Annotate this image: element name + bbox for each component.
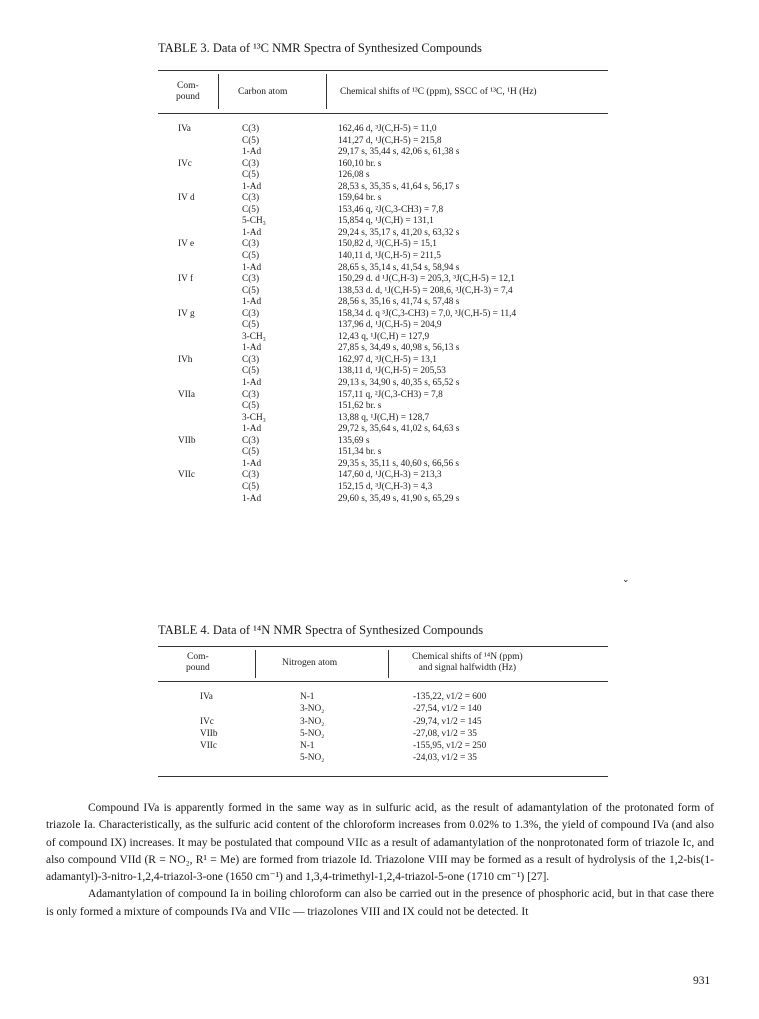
table4-col-nitrogen xyxy=(300,691,324,765)
table3-cell-carbon: C(5) xyxy=(242,285,260,296)
table3-cell-shift: 29,72 s, 35,64 s, 41,02 s, 64,63 s xyxy=(338,424,460,435)
table3-cell-shift: 137,96 d, ¹J(C,H-5) = 204,9 xyxy=(338,320,442,331)
table3-col-divider-2 xyxy=(326,74,327,109)
table3-cell-compound: IV d xyxy=(178,193,195,204)
table3-cell-shift: 138,11 d, ¹J(C,H-5) = 205,53 xyxy=(338,366,446,377)
table4-top-rule xyxy=(158,646,608,647)
table4-cell-nitrogen: 5-NO₂ xyxy=(300,753,325,764)
table3-cell-carbon: 3-CH₃ xyxy=(242,331,266,342)
table3-cell-compound xyxy=(178,332,196,344)
table3-cell-carbon: C(5) xyxy=(242,481,260,492)
table3-cell-carbon: 1-Ad xyxy=(242,424,262,435)
table3-cell-carbon: 5-CH₃ xyxy=(242,216,266,227)
table3-cell-compound xyxy=(178,205,196,217)
table4-header-shifts xyxy=(412,652,523,674)
table4-cell-nitrogen: N-1 xyxy=(300,692,315,702)
table3-cell-compound xyxy=(178,297,196,309)
table3-cell-carbon: 1-Ad xyxy=(242,147,262,158)
table4-cell-compound: IVc xyxy=(200,716,214,727)
table3-cell-shift: 135,69 s xyxy=(338,435,370,446)
table4-cell-shift: -29,74, ν1/2 = 145 xyxy=(413,716,482,727)
table3-cell-shift: 13,88 q, ¹J(C,H) = 128,7 xyxy=(338,412,430,423)
table3-header-compound-line2: pound xyxy=(176,92,200,102)
table3-cell-compound: IV f xyxy=(178,274,194,285)
table3-cell-carbon: C(3) xyxy=(242,239,260,250)
table3-cell-compound xyxy=(178,170,196,182)
table3-cell-carbon: 1-Ad xyxy=(242,343,262,354)
table3-cell-compound: VIIc xyxy=(178,470,196,481)
table3-cell-shift: 28,65 s, 35,14 s, 41,54 s, 58,94 s xyxy=(338,262,460,273)
table3-cell-shift: 15,854 q, ¹J(C,H) = 131,1 xyxy=(338,216,434,227)
table3-cell-carbon: C(3) xyxy=(242,274,260,285)
table3-cell-compound: IV e xyxy=(178,239,195,250)
table4-header-shifts-line1: Chemical shifts of ¹⁴N (ppm) xyxy=(412,652,523,662)
table3-top-rule xyxy=(158,70,608,71)
table3-cell-carbon: C(5) xyxy=(242,401,260,412)
table4-header-nitrogen: Nitrogen atom xyxy=(282,658,338,668)
table3-cell-shift: 29,13 s, 34,90 s, 40,35 s, 65,52 s xyxy=(338,378,460,389)
table3-cell-carbon: C(3) xyxy=(242,435,260,446)
table3-cell-shift: 126,08 s xyxy=(338,170,370,181)
table3-cell-compound: IV g xyxy=(178,308,195,319)
table3-cell-compound xyxy=(178,343,196,355)
table3-col-shifts xyxy=(338,124,516,505)
body-text xyxy=(46,800,714,921)
table3-cell-compound xyxy=(178,228,196,240)
table4-col-shifts xyxy=(413,691,486,765)
table3-cell-compound: VIIb xyxy=(178,435,196,446)
table3-cell-shift: 162,97 d, ³J(C,H-5) = 13,1 xyxy=(338,354,437,365)
table4-col-compound xyxy=(200,691,218,765)
table4-cell-nitrogen: 3-NO₂ xyxy=(300,716,325,727)
table3-cell-carbon: C(5) xyxy=(242,447,260,458)
table4-cell-compound xyxy=(200,752,218,764)
table3-cell-shift: 138,53 d. d, ¹J(C,H-5) = 208,6, ³J(C,H-3) = 7,4 xyxy=(338,285,513,296)
table3-cell-compound xyxy=(178,378,196,390)
table4-cell-nitrogen: N-1 xyxy=(300,741,315,752)
table3-cell-shift: 29,24 s, 35,17 s, 41,20 s, 63,32 s xyxy=(338,227,460,238)
table4-cell-shift: -24,03, ν1/2 = 35 xyxy=(413,753,477,764)
table3-cell-carbon: 3-CH₃ xyxy=(242,412,266,423)
table3-cell-compound: VIIa xyxy=(178,389,196,400)
table3-cell-shift: 29,60 s, 35,49 s, 41,90 s, 65,29 s xyxy=(338,493,460,504)
table3-cell-shift: 29,17 s, 35,44 s, 42,06 s, 61,38 s xyxy=(338,147,460,158)
table3-cell-carbon: 1-Ad xyxy=(242,262,262,273)
table3-cell-shift: 159,64 br. s xyxy=(338,193,382,204)
table3-header-compound-line1: Com- xyxy=(177,81,199,91)
table3-cell-compound xyxy=(178,413,196,425)
table3-cell-shift: 140,11 d, ¹J(C,H-5) = 211,5 xyxy=(338,251,441,262)
table3-cell-carbon: 1-Ad xyxy=(242,458,262,469)
paragraph-2: Adamantylation of compound Ia in boiling chloroform can also be carried out in the presence of phosphoric acid, but in that case there is only formed a mixture of compounds IVa and VIIc — triazolones VIII and IX could not be detected. It xyxy=(46,888,714,918)
table4-cell-nitrogen: 3-NO₂ xyxy=(300,704,325,715)
table4-caption: TABLE 4. Data of ¹⁴N NMR Spectra of Synthesized Compounds xyxy=(158,623,484,637)
table3-col-carbon xyxy=(242,124,266,505)
table3-cell-shift: 151,34 br. s xyxy=(338,447,382,458)
table4-cell-shift: -135,22, ν1/2 = 600 xyxy=(413,692,487,702)
table3-cell-carbon: 1-Ad xyxy=(242,297,262,308)
table3-cell-compound xyxy=(178,401,196,413)
table3-cell-compound xyxy=(178,263,196,275)
table4-header-compound-line1: Com- xyxy=(187,652,209,662)
table4-header-compound xyxy=(186,652,210,674)
table3-cell-compound xyxy=(178,482,196,494)
table3-cell-compound xyxy=(178,447,196,459)
table3-cell-shift: 28,53 s, 35,35 s, 41,64 s, 56,17 s xyxy=(338,181,460,192)
table3-cell-carbon: C(3) xyxy=(242,354,260,365)
table3-cell-carbon: C(5) xyxy=(242,251,260,262)
table3-cell-compound xyxy=(178,147,196,159)
table3-cell-compound xyxy=(178,320,196,332)
table4-cell-compound: IVa xyxy=(200,692,213,702)
table3-cell-shift: 147,60 d, ¹J(C,H-3) = 213,3 xyxy=(338,470,442,481)
table3-cell-carbon: C(3) xyxy=(242,389,260,400)
table4-cell-shift: -27,08, ν1/2 = 35 xyxy=(413,728,477,739)
table3-cell-carbon: C(5) xyxy=(242,366,260,377)
table4-cell-compound: VIIb xyxy=(200,728,218,739)
table3-cell-compound: IVa xyxy=(178,124,191,134)
table3-cell-carbon: C(3) xyxy=(242,470,260,481)
table3-cell-compound xyxy=(178,366,196,378)
table3-cell-shift: 153,46 q, ²J(C,3-CH3) = 7,8 xyxy=(338,204,444,215)
table3-cell-compound xyxy=(178,136,196,148)
table3-cell-compound xyxy=(178,286,196,298)
table3-cell-shift: 141,27 d, ¹J(C,H-5) = 215,8 xyxy=(338,135,442,146)
table3-cell-compound: IVc xyxy=(178,158,192,169)
table3-cell-carbon: 1-Ad xyxy=(242,378,262,389)
table4-col-divider-1 xyxy=(255,650,256,678)
table4-cell-shift: -155,95, ν1/2 = 250 xyxy=(413,741,487,752)
page-number: 931 xyxy=(693,975,711,987)
table3-caption: TABLE 3. Data of ¹³C NMR Spectra of Synthesized Compounds xyxy=(158,41,482,55)
table3-cell-compound: IVh xyxy=(178,354,193,365)
table3-cell-carbon: 1-Ad xyxy=(242,227,262,238)
table3-cell-compound xyxy=(178,216,196,228)
table3-cell-shift: 12,43 q, ¹J(C,H) = 127,9 xyxy=(338,331,430,342)
table3-cell-compound xyxy=(178,182,196,194)
paragraph-1: Compound IVa is apparently formed in the same way as in sulfuric acid, as the result of adamantylation of the protonated form of triazole Ia. Characteristically, as the sulfuric acid content of the chloroform increases from 0.02% to 1.3%, the yield of compound IVa (and also of compound IX) increases. It may be postulated that compound VIIc as a result of adamantylation of the nonprotonated form of triazole Ic, and also compound VIId (R = NO₂, R¹ = Me) are formed from triazole Id. Triazolone VIII may be formed as a result of hydrolysis of the 1,2-bis(1-adamantyl)-3-nitro-1,2,4-triazol-3-one (1650 cm⁻¹) and 1,3,4-trimethyl-1,2,4-triazol-5-one (1710 cm⁻¹) [27]. xyxy=(46,802,714,884)
table3-header-rule xyxy=(158,113,608,114)
table4-header-rule xyxy=(158,681,608,682)
table3-cell-shift: 160,10 br. s xyxy=(338,158,382,169)
table4-cell-shift: -27,54, ν1/2 = 140 xyxy=(413,704,482,715)
table4-col-divider-2 xyxy=(388,650,389,678)
table3-cell-carbon: C(5) xyxy=(242,320,260,331)
table3-col-compound xyxy=(178,124,196,505)
table3-cell-compound xyxy=(178,494,196,506)
table3-cell-shift: 150,82 d, ³J(C,H-5) = 15,1 xyxy=(338,239,437,250)
table3-cell-compound xyxy=(178,424,196,436)
table3-cell-shift: 162,46 d, ³J(C,H-5) = 11,0 xyxy=(338,124,437,134)
table3-cell-shift: 151,62 br. s xyxy=(338,401,382,412)
table3-cell-carbon: C(3) xyxy=(242,193,260,204)
table3-cell-shift: 158,34 d. q ³J(C,3-CH3) = 7,0, ³J(C,H-5) = 11,4 xyxy=(338,308,517,319)
table3-cell-shift: 27,85 s, 34,49 s, 40,98 s, 56,13 s xyxy=(338,343,460,354)
table3-cell-shift: 28,56 s, 35,16 s, 41,74 s, 57,48 s xyxy=(338,297,460,308)
table3-cell-carbon: 1-Ad xyxy=(242,493,262,504)
table3-cell-carbon: C(3) xyxy=(242,158,260,169)
table3-col-divider-1 xyxy=(218,74,219,109)
table3-cell-shift: 152,15 d, ³J(C,H-3) = 4,3 xyxy=(338,481,433,492)
table3-header-carbon: Carbon atom xyxy=(238,87,288,97)
table3-cell-carbon: C(5) xyxy=(242,170,260,181)
table3-cell-shift: 150,29 d. d ¹J(C,H-3) = 205,3, ³J(C,H-5) = 12,1 xyxy=(338,274,515,285)
table3-cell-carbon: C(5) xyxy=(242,204,260,215)
table4-bottom-rule xyxy=(158,776,608,777)
table3-cell-carbon: C(3) xyxy=(242,308,260,319)
table4-cell-nitrogen: 5-NO₂ xyxy=(300,728,325,739)
table3-cell-compound xyxy=(178,251,196,263)
table4-header-shifts-line2: and signal halfwidth (Hz) xyxy=(418,663,516,673)
table4-cell-compound: VIIc xyxy=(200,741,218,752)
table3-header-compound xyxy=(176,81,200,103)
table3-header-shifts: Chemical shifts of ¹³C (ppm), SSCC of ¹³C, ¹H (Hz) xyxy=(340,87,537,97)
table3-cell-carbon: C(5) xyxy=(242,135,260,146)
table3-cell-shift: 157,11 q, ²J(C,3-CH3) = 7,8 xyxy=(338,389,443,400)
stray-mark: ⌄ xyxy=(622,574,630,584)
table3-cell-carbon: C(3) xyxy=(242,124,260,134)
table3-cell-shift: 29,35 s, 35,11 s, 40,60 s, 66,56 s xyxy=(338,458,460,469)
table3-cell-carbon: 1-Ad xyxy=(242,181,262,192)
table3-cell-compound xyxy=(178,459,196,471)
table4-cell-compound xyxy=(200,703,218,715)
table4-header-compound-line2: pound xyxy=(186,663,210,673)
